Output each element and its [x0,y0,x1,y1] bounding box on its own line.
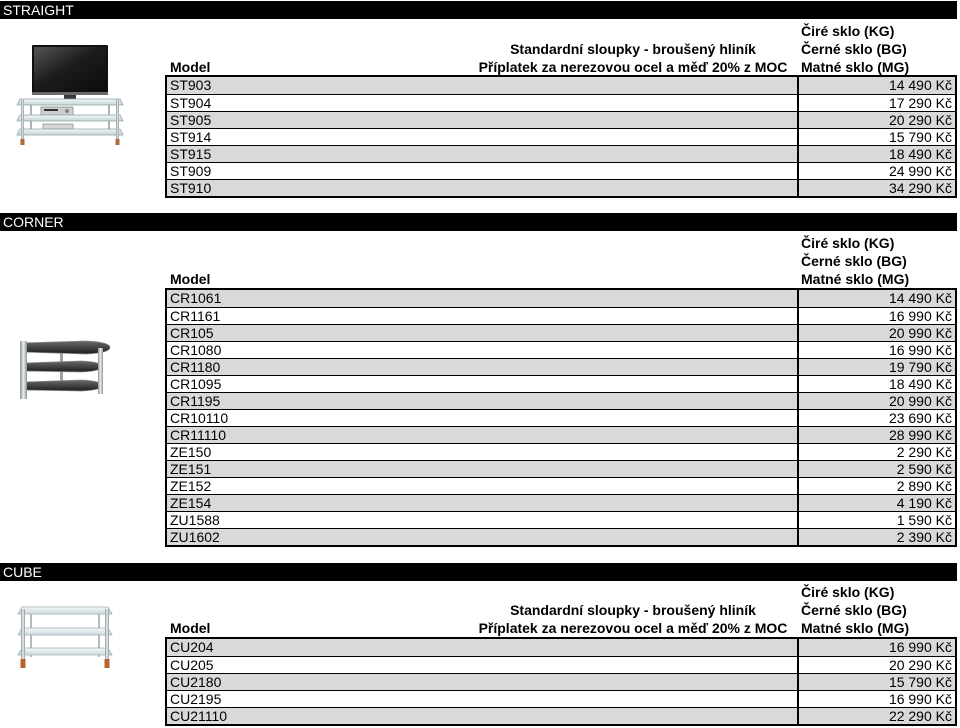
table-row [167,358,955,375]
cube-tv-stand-image [16,603,114,671]
model-column-header: Model [170,271,211,287]
price-cell: 15 790 Kč [797,129,955,145]
price-cell: 16 990 Kč [797,639,955,656]
section-title: CUBE [3,564,42,580]
price-cell: 14 490 Kč [797,290,955,307]
straight-tv-stand-image [15,43,125,149]
model-cell: CU205 [170,657,214,673]
option-header-standard-posts: Standardní sloupky - broušený hliník [510,602,756,618]
table-row [167,528,955,545]
price-cell: 20 290 Kč [797,657,955,673]
model-column-header: Model [170,620,211,636]
price-cell: 18 490 Kč [797,146,955,162]
table-row [167,111,955,128]
model-cell: CU21110 [170,708,228,724]
price-header-black-glass: Černé sklo (BG) [801,602,907,618]
model-cell: CU204 [170,639,214,655]
model-cell: CU2195 [170,691,222,707]
price-cell: 19 790 Kč [797,359,955,375]
table-row [167,341,955,358]
price-header-matte-glass: Matné sklo (MG) [801,271,910,287]
table-row [167,145,955,162]
table-row [167,460,955,477]
corner-tv-stand-image [18,338,112,400]
table-row [167,443,955,460]
table-row [167,392,955,409]
price-cell: 17 290 Kč [797,95,955,111]
price-cell: 4 190 Kč [797,495,955,511]
table-row [167,77,955,94]
price-cell: 20 290 Kč [797,112,955,128]
table-row [167,179,955,196]
model-cell: CR11110 [170,427,227,443]
price-cell: 18 490 Kč [797,376,955,392]
price-cell: 2 390 Kč [797,529,955,545]
price-cell: 20 990 Kč [797,393,955,409]
table-row [167,494,955,511]
option-header-standard-posts: Standardní sloupky - broušený hliník [510,41,756,57]
price-header-matte-glass: Matné sklo (MG) [801,620,910,636]
price-cell: 23 690 Kč [797,410,955,426]
option-header-surcharge: Příplatek za nerezovou ocel a měď 20% z MOC [478,620,788,636]
price-cell: 20 990 Kč [797,325,955,341]
model-cell: CR1080 [170,342,222,358]
price-column-header [801,22,909,76]
price-cell: 15 790 Kč [797,674,955,690]
model-cell: ZE150 [170,444,212,460]
section-title: STRAIGHT [3,2,74,18]
section-bar-corner [0,213,957,231]
price-header-black-glass: Černé sklo (BG) [801,253,907,269]
price-cell: 16 990 Kč [797,342,955,358]
model-column-header: Model [170,59,211,75]
model-cell: ST909 [170,163,212,179]
table-row [167,426,955,443]
price-header-black-glass: Černé sklo (BG) [801,41,907,57]
price-table-straight [165,75,957,198]
price-cell: 24 990 Kč [797,163,955,179]
model-cell: ZE152 [170,478,212,494]
model-cell: ST903 [170,77,212,93]
model-cell: CU2180 [170,674,222,690]
table-row [167,409,955,426]
section-title: CORNER [3,214,64,230]
price-table-cube [165,637,957,726]
price-cell: 22 290 Kč [797,708,955,724]
price-column-header [801,234,909,288]
price-cell: 2 590 Kč [797,461,955,477]
price-table-corner [165,288,957,547]
price-cell: 28 990 Kč [797,427,955,443]
table-row [167,707,955,724]
model-cell: CR10110 [170,410,229,426]
table-row [167,94,955,111]
price-header-clear-glass: Čiré sklo (KG) [801,584,895,600]
option-header [463,601,803,637]
table-row [167,656,955,673]
price-cell: 2 890 Kč [797,478,955,494]
price-cell: 34 290 Kč [797,180,955,196]
model-cell: ST914 [170,129,212,145]
price-header-clear-glass: Čiré sklo (KG) [801,235,895,251]
price-column-header [801,583,909,637]
price-cell: 1 590 Kč [797,512,955,528]
table-row [167,511,955,528]
table-row [167,477,955,494]
table-row [167,639,955,656]
table-row [167,324,955,341]
model-cell: ST905 [170,112,212,128]
model-cell: ST915 [170,146,212,162]
price-header-clear-glass: Čiré sklo (KG) [801,23,895,39]
section-bar-straight [0,1,957,19]
model-cell: CR105 [170,325,214,341]
table-row [167,290,955,307]
option-header [463,40,803,76]
table-row [167,673,955,690]
price-cell: 16 990 Kč [797,308,955,324]
option-header-surcharge: Příplatek za nerezovou ocel a měď 20% z MOC [478,59,788,75]
table-row [167,375,955,392]
model-cell: CR1180 [170,359,221,375]
table-row [167,162,955,179]
table-row [167,307,955,324]
price-cell: 16 990 Kč [797,691,955,707]
price-cell: 2 290 Kč [797,444,955,460]
model-cell: CR1195 [170,393,221,409]
table-row [167,690,955,707]
model-cell: ZE154 [170,495,212,511]
section-bar-cube [0,563,957,581]
model-cell: ZE151 [170,461,212,477]
model-cell: CR1061 [170,290,222,306]
price-header-matte-glass: Matné sklo (MG) [801,59,910,75]
model-cell: ZU1602 [170,529,220,545]
price-cell: 14 490 Kč [797,77,955,94]
table-row [167,128,955,145]
model-cell: ST910 [170,180,212,196]
model-cell: ZU1588 [170,512,220,528]
model-cell: ST904 [170,95,212,111]
model-cell: CR1161 [170,308,221,324]
model-cell: CR1095 [170,376,222,392]
